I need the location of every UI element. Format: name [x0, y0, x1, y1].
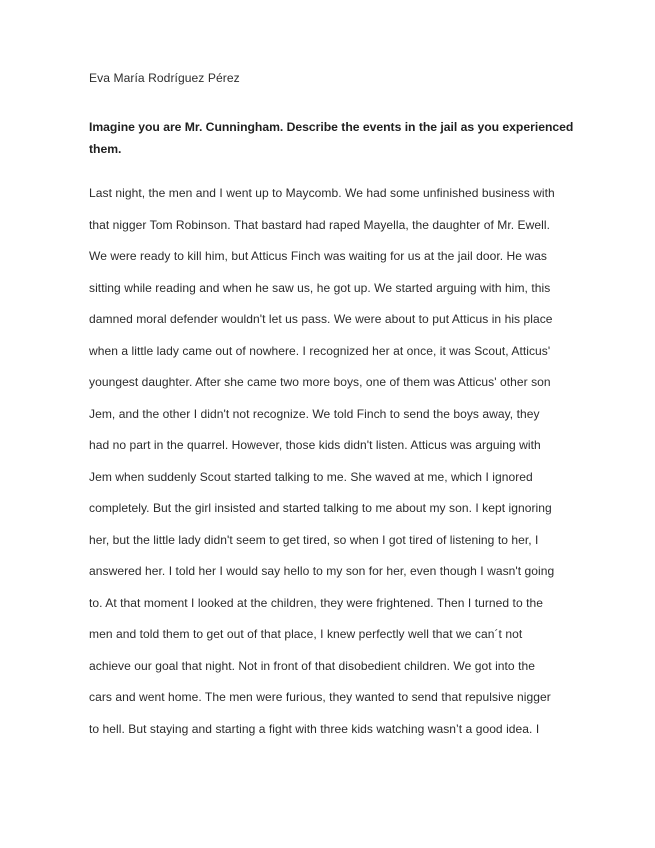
essay-line: answered her. I told her I would say hello to my son for her, even though I wasn't going — [89, 564, 555, 578]
essay-line: damned moral defender wouldn't let us pass. We were about to put Atticus in his place — [89, 312, 553, 326]
essay-line: completely. But the girl insisted and started talking to me about my son. I kept ignoring — [89, 501, 552, 515]
essay-line: had no part in the quarrel. However, those kids didn't listen. Atticus was arguing with — [89, 438, 541, 452]
essay-line: cars and went home. The men were furious, they wanted to send that repulsive nigger — [89, 690, 551, 704]
heading-body-spacer — [89, 160, 567, 178]
author-name: Eva María Rodríguez Pérez — [89, 71, 240, 85]
essay-line: achieve our goal that night. Not in front of that disobedient children. We got into the — [89, 658, 535, 673]
document-text-block — [89, 68, 574, 745]
prompt-heading-line: them. — [89, 142, 122, 156]
essay-line: Last night, the men and I went up to Maycomb. We had some unfinished business with — [89, 186, 555, 200]
essay-line: youngest daughter. After she came two more boys, one of them was Atticus' other son — [89, 375, 551, 389]
essay-line: when a little lady came out of nowhere. I recognized her at once, it was Scout, Atticus' — [89, 343, 551, 358]
heading-top-spacer — [89, 88, 567, 116]
essay-line: We were ready to kill him, but Atticus Finch was waiting for us at the jail door. He was — [89, 249, 547, 263]
essay-paragraph — [89, 178, 567, 745]
essay-line: men and told them to get out of that place, I knew perfectly well that we can´t not — [89, 627, 523, 641]
prompt-heading — [89, 116, 574, 160]
essay-line: her, but the little lady didn't seem to get tired, so when I got tired of listening to her, I — [89, 532, 539, 547]
prompt-heading-line: Imagine you are Mr. Cunningham. Describe the events in the jail as you experienced — [89, 120, 574, 134]
essay-line: to hell. But staying and starting a fight with three kids watching wasn’t a good idea. I — [89, 721, 540, 736]
essay-line: Jem, and the other I didn't not recognize. We told Finch to send the boys away, they — [89, 406, 540, 421]
essay-line: to. At that moment I looked at the children, they were frightened. Then I turned to the — [89, 595, 543, 610]
essay-line: Jem when suddenly Scout started talking to me. She waved at me, which I ignored — [89, 469, 533, 484]
essay-line: sitting while reading and when he saw us, he got up. We started arguing with him, this — [89, 280, 551, 295]
essay-line: that nigger Tom Robinson. That bastard had raped Mayella, the daughter of Mr. Ewell. — [89, 217, 550, 232]
